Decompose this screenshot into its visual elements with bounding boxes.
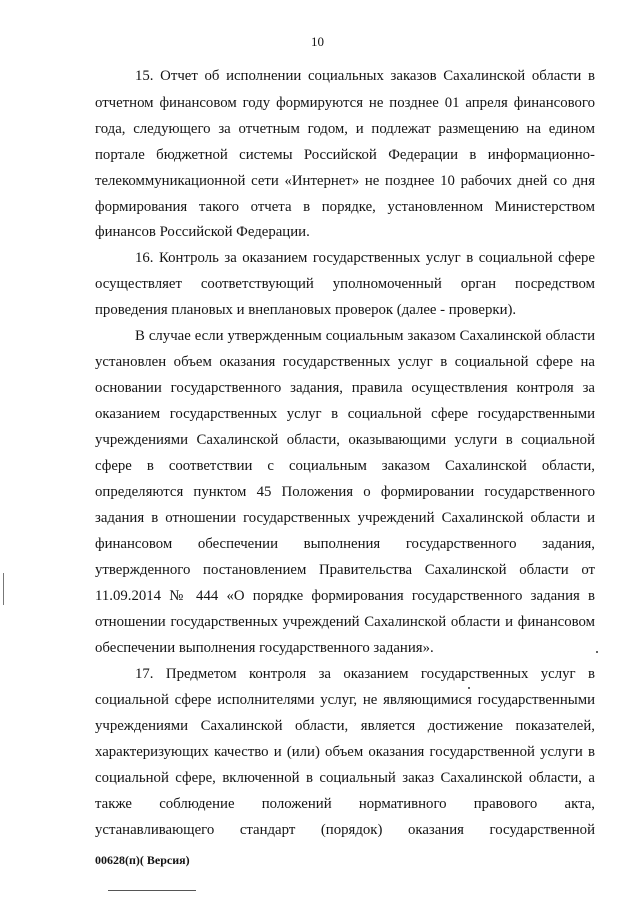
text-line: портале бюджетной системы Российской Федерации в информационно- xyxy=(95,147,595,163)
text-line: 11.09.2014 № 444 «О порядке формирования государственного задания в xyxy=(95,588,595,604)
text-line: учреждениями Сахалинской области, является достижение показателей, xyxy=(95,718,595,734)
scan-speck xyxy=(596,651,598,653)
text-line: обеспечении выполнения государственного задания». xyxy=(95,640,434,656)
text-line: установлен объем оказания государственных услуг в социальной сфере на xyxy=(95,354,595,370)
text-line: отношении государственных учреждений Сахалинской области и финансовом xyxy=(95,614,595,630)
document-footer-code: 00628(п)( Версия) xyxy=(95,853,190,867)
scan-margin-mark xyxy=(3,573,4,605)
text-line: 16. Контроль за оказанием государственных услуг в социальной сфере xyxy=(135,250,595,266)
text-line: формирования такого отчета в порядке, установленном Министерством xyxy=(95,199,595,215)
text-line: сфере в соответствии с социальным заказом Сахалинской области, xyxy=(95,458,595,474)
text-line: задания в отношении государственных учреждений Сахалинской области и xyxy=(95,510,595,526)
text-line: отчетном финансовом году формируются не позднее 01 апреля финансового xyxy=(95,95,595,111)
text-line: основании государственного задания, правила осуществления контроля за xyxy=(95,380,595,396)
page-number: 10 xyxy=(311,34,324,49)
text-line: устанавливающего стандарт (порядок) оказания государственной xyxy=(95,822,595,838)
text-line: финансов Российской Федерации. xyxy=(95,224,310,240)
text-line: определяются пунктом 45 Положения о формировании государственного xyxy=(95,484,595,500)
text-line: проведения плановых и внеплановых проверок (далее - проверки). xyxy=(95,302,517,318)
text-line: телекоммуникационной сети «Интернет» не позднее 10 рабочих дней со дня xyxy=(95,173,595,189)
text-line: социальной сфере исполнителями услуг, не являющимися государственными xyxy=(95,692,595,708)
text-line: оказанием государственных услуг в социальной сфере государственными xyxy=(95,406,595,422)
text-line: финансовом обеспечении выполнения государственного задания, xyxy=(95,536,595,552)
text-line: 15. Отчет об исполнении социальных заказов Сахалинской области в xyxy=(135,68,595,84)
text-line: В случае если утвержденным социальным заказом Сахалинской области xyxy=(135,328,595,344)
text-line: учреждениями Сахалинской области, оказывающими услуги в социальной xyxy=(95,432,595,448)
text-line: года, следующего за отчетным годом, и подлежат размещению на едином xyxy=(95,121,595,137)
text-line: утвержденного постановлением Правительства Сахалинской области от xyxy=(95,562,595,578)
text-line: характеризующих качество и (или) объем оказания государственной услуги в xyxy=(95,744,595,760)
text-line: осуществляет соответствующий уполномоченный орган посредством xyxy=(95,276,595,292)
text-line: социальной сфере, включенной в социальный заказ Сахалинской области, а xyxy=(95,770,595,786)
scan-speck xyxy=(468,687,470,689)
footer-rule xyxy=(108,890,196,891)
text-line: также соблюдение положений нормативного правового акта, xyxy=(95,796,595,812)
text-line: 17. Предметом контроля за оказанием государственных услуг в xyxy=(135,666,595,682)
